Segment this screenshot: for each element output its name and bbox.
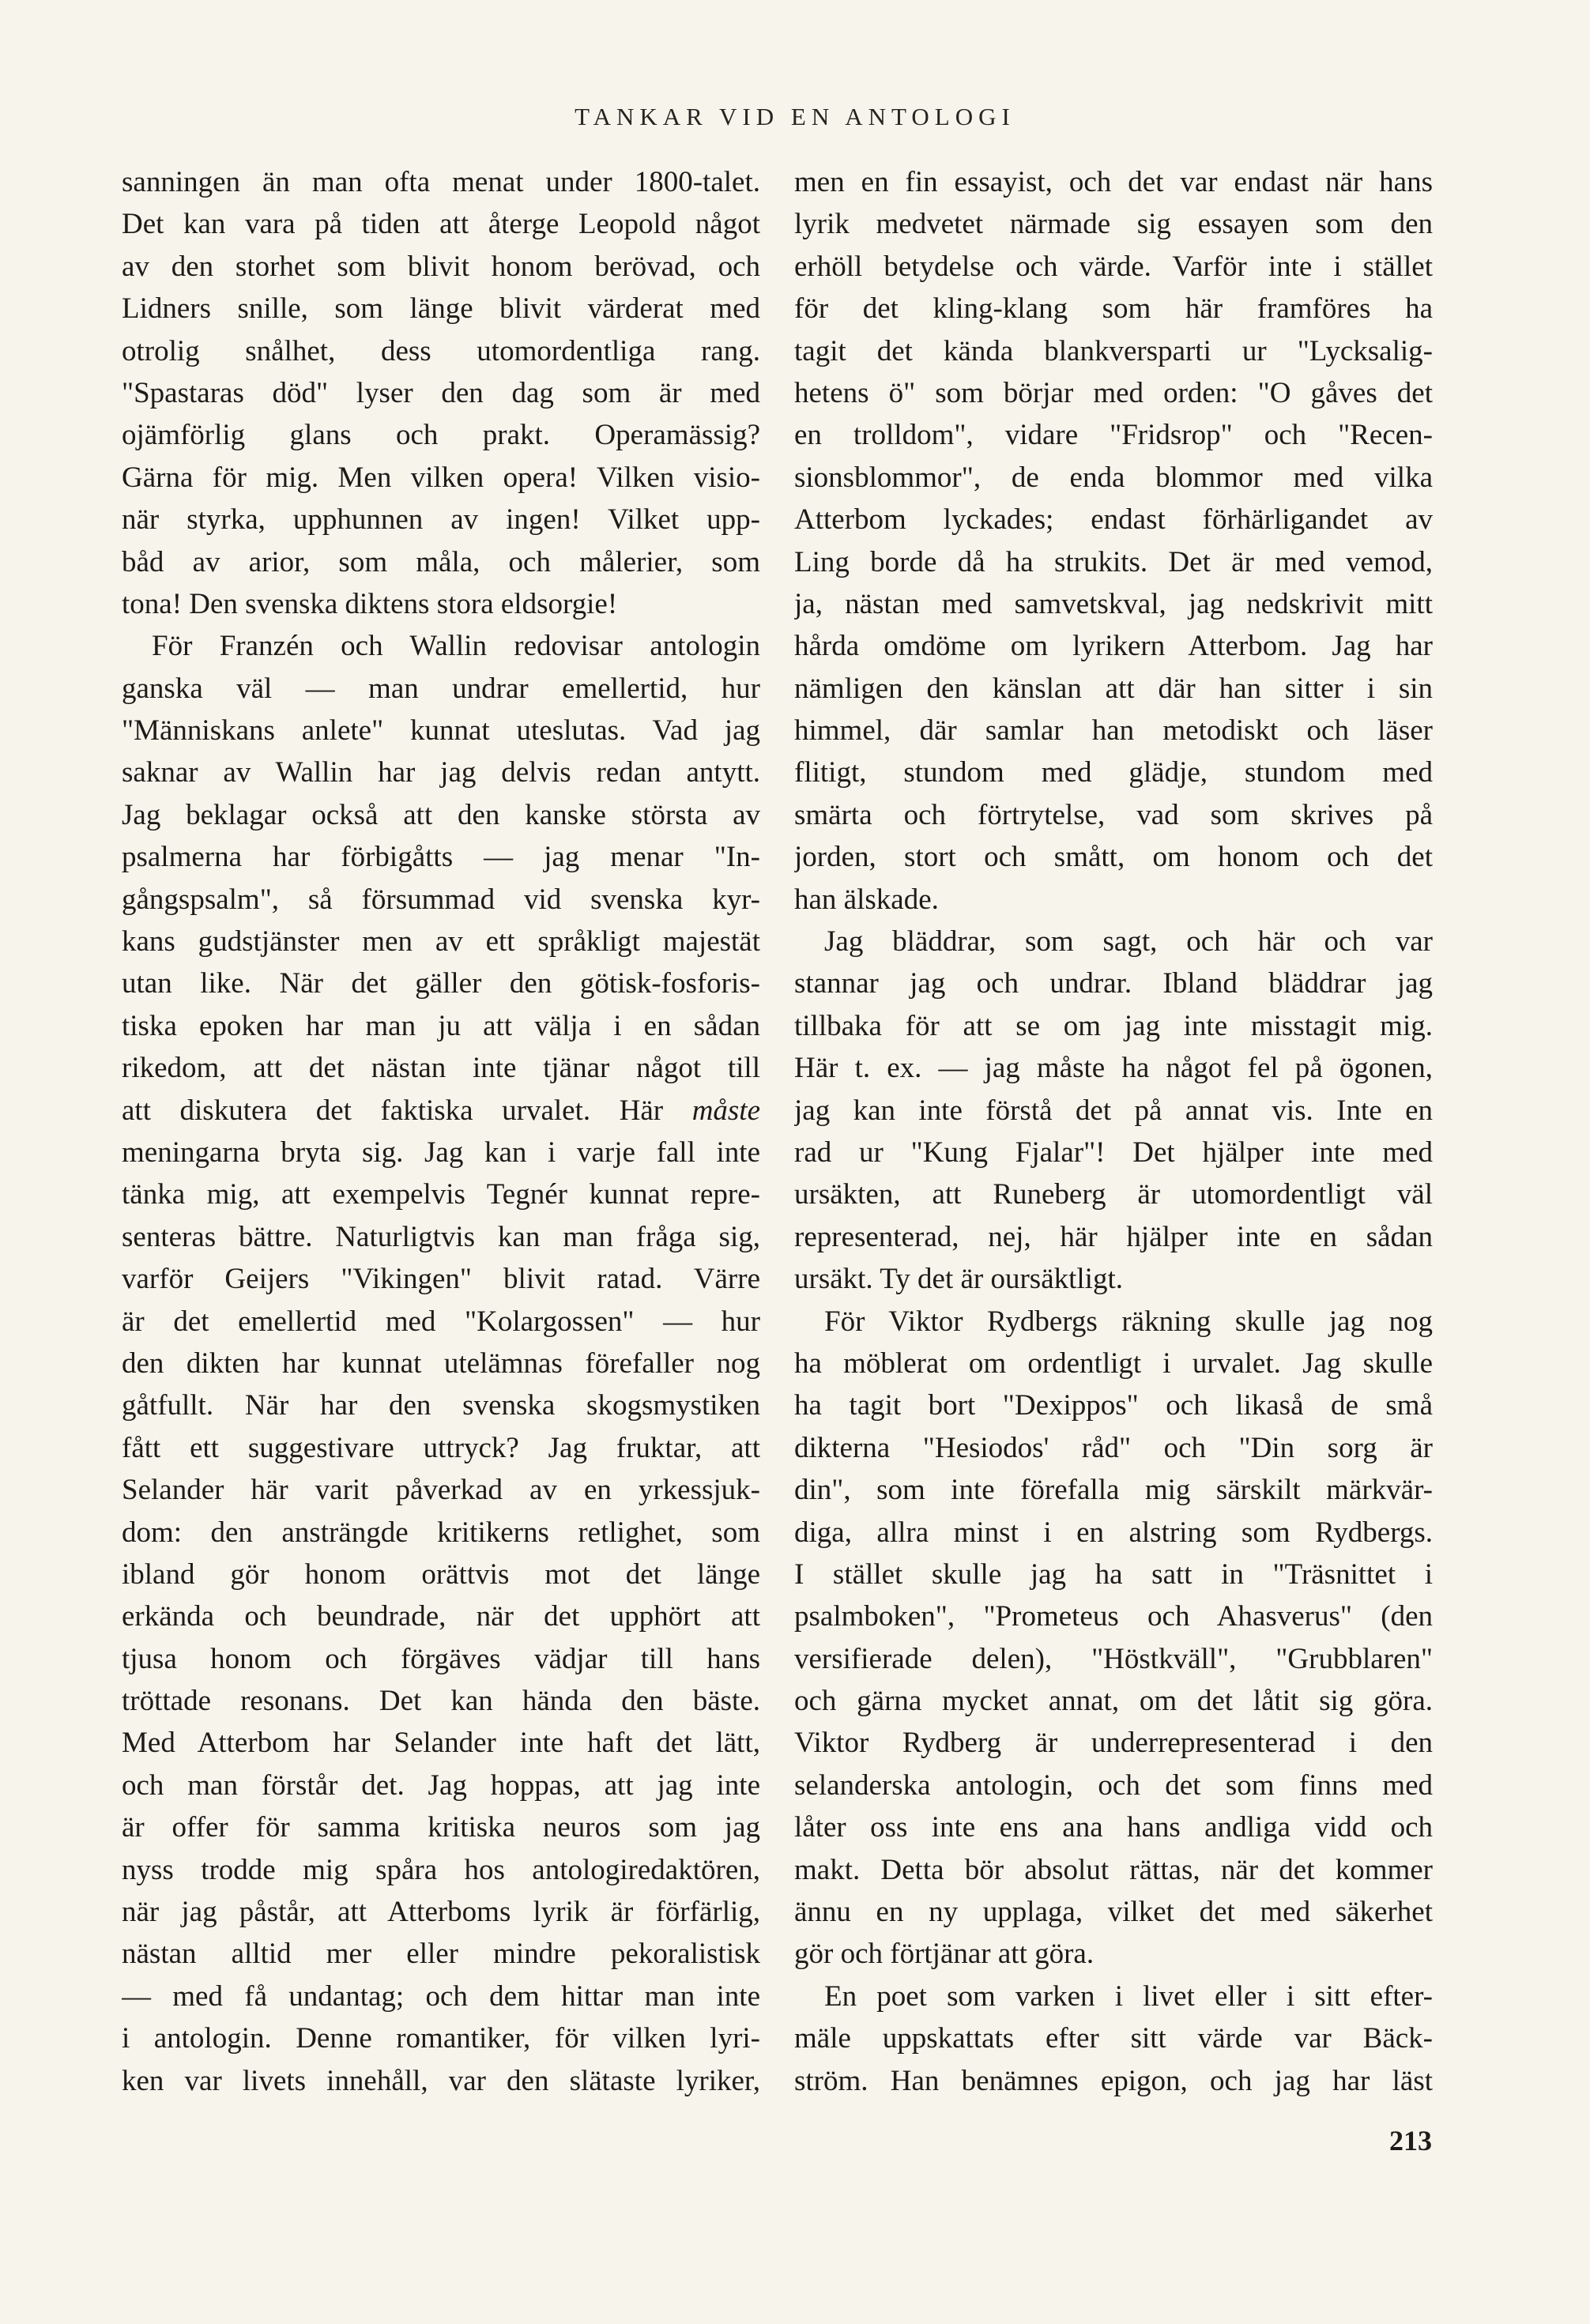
text-line: kans gudstjänster men av ett språkligt majestät <box>122 925 760 959</box>
text-line: tona! Den svenska diktens stora eldsorgie! <box>122 587 618 620</box>
text-line: fått ett suggestivare uttryck? Jag fruktar, att <box>122 1431 760 1464</box>
text-line: lyrik medvetet närmade sig essayen som den <box>794 208 1433 241</box>
text-line: låter oss inte ens ana hans andliga vidd och <box>794 1811 1433 1844</box>
text-line: representerad, nej, här hjälper inte en sådan <box>794 1220 1433 1253</box>
text-line: varför Geijers "Vikingen" blivit ratad. Värre <box>122 1263 760 1296</box>
text-line: den dikten har kunnat utelämnas förefaller nog <box>122 1347 760 1380</box>
text-line: gångspsalm", så försummad vid svenska kyr- <box>122 883 760 916</box>
text-line: ursäkten, att Runeberg är utomordentligt väl <box>794 1178 1433 1211</box>
text-line: Lidners snille, som länge blivit värderat med <box>122 292 760 326</box>
text-line: Jag bläddrar, som sagt, och här och var <box>824 925 1433 959</box>
text-line: han älskade. <box>794 883 939 916</box>
text-line: av den storhet som blivit honom berövad, och <box>122 250 760 283</box>
text-line: ken var livets innehåll, var den slätaste lyriker, <box>122 2064 760 2097</box>
text-line: är offer för samma kritiska neuros som jag <box>122 1811 760 1844</box>
text-line: dom: den ansträngde kritikerns retlighet, som <box>122 1516 760 1549</box>
text-line: gör och förtjänar att göra. <box>794 1938 1095 1971</box>
text-line: Atterbom lyckades; endast förhärligandet av <box>794 503 1433 537</box>
text-line: din", som inte förefalla mig särskilt märkvär- <box>794 1474 1433 1507</box>
emphasis-text: måste <box>691 1094 760 1127</box>
text-line: versifierade delen), "Höstkväll", "Grubblaren" <box>794 1642 1433 1675</box>
text-line: smärta och förtrytelse, vad som skrives på <box>794 798 1433 831</box>
text-line: senteras bättre. Naturligtvis kan man fråga sig, <box>122 1220 760 1253</box>
text-line: hårda omdöme om lyrikern Atterbom. Jag har <box>794 630 1433 663</box>
text-line: tiska epoken har man ju att välja i en sådan <box>122 1009 760 1042</box>
text-line: Jag beklagar också att den kanske största av <box>122 798 760 831</box>
text-line: ännu en ny upplaga, vilket det med säkerhet <box>794 1896 1433 1929</box>
text-line: tröttade resonans. Det kan hända den bäste. <box>122 1685 760 1718</box>
text-segment: att diskutera det faktiska urvalet. Här <box>122 1094 664 1127</box>
right-column <box>794 161 1433 2102</box>
text-line: sionsblommor", de enda blommor med vilka <box>794 461 1433 494</box>
text-line: Selander här varit påverkad av en yrkessjuk- <box>122 1474 760 1507</box>
text-line: En poet som varken i livet eller i sitt efter- <box>824 1979 1433 2013</box>
text-line: psalmerna har förbigåtts — jag menar "In- <box>122 841 760 874</box>
text-line: ström. Han benämnes epigon, och jag har läst <box>794 2064 1433 2097</box>
text-line: ja, nästan med samvetskval, jag nedskrivit mitt <box>794 587 1433 620</box>
text-line: en trolldom", vidare "Fridsrop" och "Recen- <box>794 419 1433 452</box>
text-line: erhöll betydelse och värde. Varför inte i stället <box>794 250 1433 283</box>
text-line: tagit det kända blankversparti ur "Lycksalig- <box>794 334 1433 367</box>
text-line: jag kan inte förstå det på annat vis. Inte en <box>794 1094 1433 1127</box>
text-line: men en fin essayist, och det var endast när hans <box>794 166 1433 198</box>
text-line: Viktor Rydberg är underrepresenterad i den <box>794 1727 1433 1760</box>
text-line: himmel, där samlar han metodiskt och läser <box>794 714 1433 748</box>
text-line: Här t. ex. — jag måste ha något fel på ögonen, <box>794 1052 1433 1085</box>
text-line: diga, allra minst i en alstring som Rydbergs. <box>794 1516 1433 1549</box>
text-line: sanningen än man ofta menat under 1800-talet. <box>122 166 760 198</box>
left-column <box>122 161 760 2102</box>
text-line: "Spastaras död" lyser den dag som är med <box>122 376 760 409</box>
text-line: rikedom, att det nästan inte tjänar något till <box>122 1052 760 1085</box>
text-line: dikterna "Hesiodos' råd" och "Din sorg är <box>794 1431 1433 1464</box>
text-line: — med få undantag; och dem hittar man inte <box>122 1979 760 2013</box>
text-line: rad ur "Kung Fjalar"! Det hjälper inte med <box>794 1136 1433 1169</box>
text-line: när styrka, upphunnen av ingen! Vilket upp- <box>122 503 760 537</box>
text-line: selanderska antologin, och det som finns med <box>794 1768 1433 1802</box>
text-line: när jag påstår, att Atterboms lyrik är förfärlig, <box>122 1896 760 1929</box>
text-line: meningarna bryta sig. Jag kan i varje fall inte <box>122 1136 760 1169</box>
text-line: och gärna mycket annat, om det låtit sig göra. <box>794 1685 1433 1718</box>
text-line: tjusa honom och förgäves vädjar till hans <box>122 1642 760 1675</box>
text-line: jorden, stort och smått, om honom och det <box>794 841 1433 874</box>
text-line: Med Atterbom har Selander inte haft det lätt, <box>122 1727 760 1760</box>
text-line: tillbaka för att se om jag inte misstagit mig. <box>794 1009 1433 1042</box>
text-line: erkända och beundrade, när det upphört att <box>122 1600 760 1633</box>
page-number: 213 <box>1389 2125 1432 2156</box>
text-line: nämligen den känslan att där han sitter i sin <box>794 672 1433 705</box>
text-line: nästan alltid mer eller mindre pekoralistisk <box>122 1938 760 1971</box>
text-line: nyss trodde mig spåra hos antologiredaktören, <box>122 1853 760 1886</box>
text-line: gåtfullt. När har den svenska skogsmystiken <box>122 1389 760 1422</box>
text-line <box>122 1090 760 1132</box>
text-line: tänka mig, att exempelvis Tegnér kunnat repre- <box>122 1178 760 1211</box>
text-line: flitigt, stundom med glädje, stundom med <box>794 756 1433 789</box>
text-line: i antologin. Denne romantiker, för vilken lyri- <box>122 2022 760 2055</box>
text-line: Ling borde då ha strukits. Det är med vemod, <box>794 545 1433 578</box>
text-line: ojämförlig glans och prakt. Operamässig? <box>122 419 760 452</box>
text-line: ursäkt. Ty det är oursäktligt. <box>794 1263 1123 1296</box>
text-line: I stället skulle jag ha satt in "Träsnittet i <box>794 1557 1433 1591</box>
text-line: ganska väl — man undrar emellertid, hur <box>122 672 760 705</box>
text-line: stannar jag och undrar. Ibland bläddrar jag <box>794 967 1433 1000</box>
text-line: Gärna för mig. Men vilken opera! Vilken visio- <box>122 461 760 494</box>
text-line: otrolig snålhet, dess utomordentliga rang. <box>122 334 760 367</box>
text-line: "Människans anlete" kunnat uteslutas. Vad jag <box>122 714 760 748</box>
text-line: för det kling-klang som här framföres ha <box>794 292 1433 326</box>
text-line: och man förstår det. Jag hoppas, att jag inte <box>122 1768 760 1802</box>
text-line: hetens ö" som börjar med orden: "O gåves det <box>794 376 1433 409</box>
text-line: För Viktor Rydbergs räkning skulle jag nog <box>824 1305 1433 1338</box>
text-line: är det emellertid med "Kolargossen" — hur <box>122 1305 760 1338</box>
text-line: psalmboken", "Prometeus och Ahasverus" (den <box>794 1600 1433 1633</box>
running-head: TANKAR VID EN ANTOLOGI <box>575 103 1015 130</box>
text-line: makt. Detta bör absolut rättas, när det kommer <box>794 1853 1433 1886</box>
text-line: ha tagit bort "Dexippos" och likaså de små <box>794 1389 1433 1422</box>
text-line: saknar av Wallin har jag delvis redan antytt. <box>122 756 760 789</box>
text-line: mäle uppskattats efter sitt värde var Bäck- <box>794 2022 1433 2055</box>
text-line: båd av arior, som måla, och målerier, som <box>122 545 760 578</box>
text-line: För Franzén och Wallin redovisar antologin <box>152 630 760 663</box>
text-line: utan like. När det gäller den götisk-fosforis- <box>122 967 760 1000</box>
text-line: ibland gör honom orättvis mot det länge <box>122 1557 760 1591</box>
text-line: ha möblerat om ordentligt i urvalet. Jag skulle <box>794 1347 1433 1380</box>
text-line: Det kan vara på tiden att återge Leopold något <box>122 208 760 241</box>
